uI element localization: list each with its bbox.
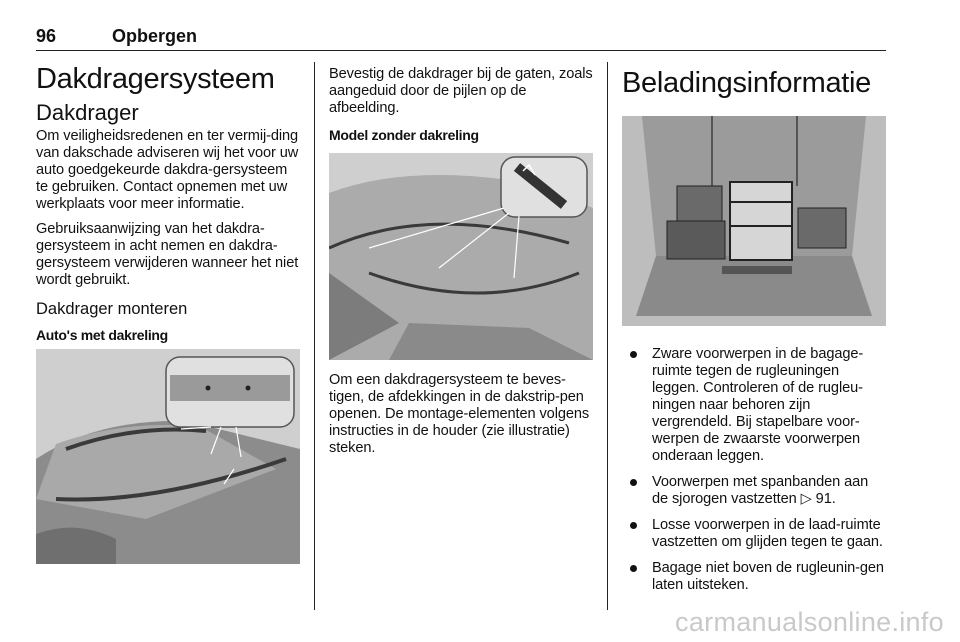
column-right (622, 62, 886, 603)
paragraph: Gebruiksaanwijzing van het dakdra-gersysteem in acht nemen en dakdra-gersysteem verwijderen wanneer het niet wordt gebruikt. (36, 221, 299, 288)
list-item-text: Losse voorwerpen in de laad-ruimte vastzetten om glijden tegen te gaan. (652, 517, 883, 550)
roof-rails-illustration (36, 349, 300, 564)
chapter-title: Dakdragersysteem (36, 63, 275, 95)
paragraph: Bevestig de dakdrager bij de gaten, zoals aangeduid door de pijlen op de afbeelding. (329, 66, 593, 116)
chapter-title: Beladingsinformatie (622, 67, 871, 99)
column-divider (314, 62, 315, 610)
column-divider (607, 62, 608, 610)
loading-tips-list (622, 346, 886, 594)
page-number: 96 (36, 26, 57, 46)
watermark: carmanualsonline.info (675, 607, 944, 637)
page-header (36, 26, 886, 51)
list-item-text: Bagage niet boven de rugleunin-gen laten uitsteken. (652, 560, 884, 593)
subsection-heading: Dakdrager monteren (36, 300, 188, 318)
section-title: Opbergen (112, 26, 198, 46)
column-left (36, 62, 300, 564)
list-item-text: Voorwerpen met spanbanden aan de sjorogen vastzetten ▷ 91. (652, 474, 869, 507)
subheading: Auto's met dakreling (36, 327, 168, 343)
roof-strip-illustration (329, 153, 593, 360)
subheading: Model zonder dakreling (329, 127, 479, 143)
list-item-text: Zware voorwerpen in de bagage-ruimte tegen de rugleuningen leggen. Controleren of de rugleu-ningen naar behoren zijn vergrendeld. Bij stapelbare voor-werpen de zwaarste voorwerpen onderaan leggen. (652, 346, 864, 464)
bullet-icon (630, 351, 637, 358)
column-middle (329, 66, 593, 465)
list-item (622, 560, 886, 594)
paragraph: Om een dakdragersysteem te beves-tigen, de afdekkingen in de dakstrip-pen openen. De montage-elementen volgens instructies in de houder (zie illustratie) steken. (329, 372, 590, 456)
bullet-icon (630, 565, 637, 572)
section-heading: Dakdrager (36, 100, 139, 125)
list-item (622, 517, 886, 551)
cargo-area-illustration (622, 116, 886, 326)
list-item (622, 346, 886, 465)
paragraph: Om veiligheidsredenen en ter vermij-ding van dakschade adviseren wij het voor uw auto goedgekeurde dakdra-gersysteem te gebruiken. Contact opnemen met uw werkplaats voor meer informatie. (36, 128, 299, 212)
list-item (622, 474, 886, 508)
bullet-icon (630, 522, 637, 529)
bullet-icon (630, 479, 637, 486)
